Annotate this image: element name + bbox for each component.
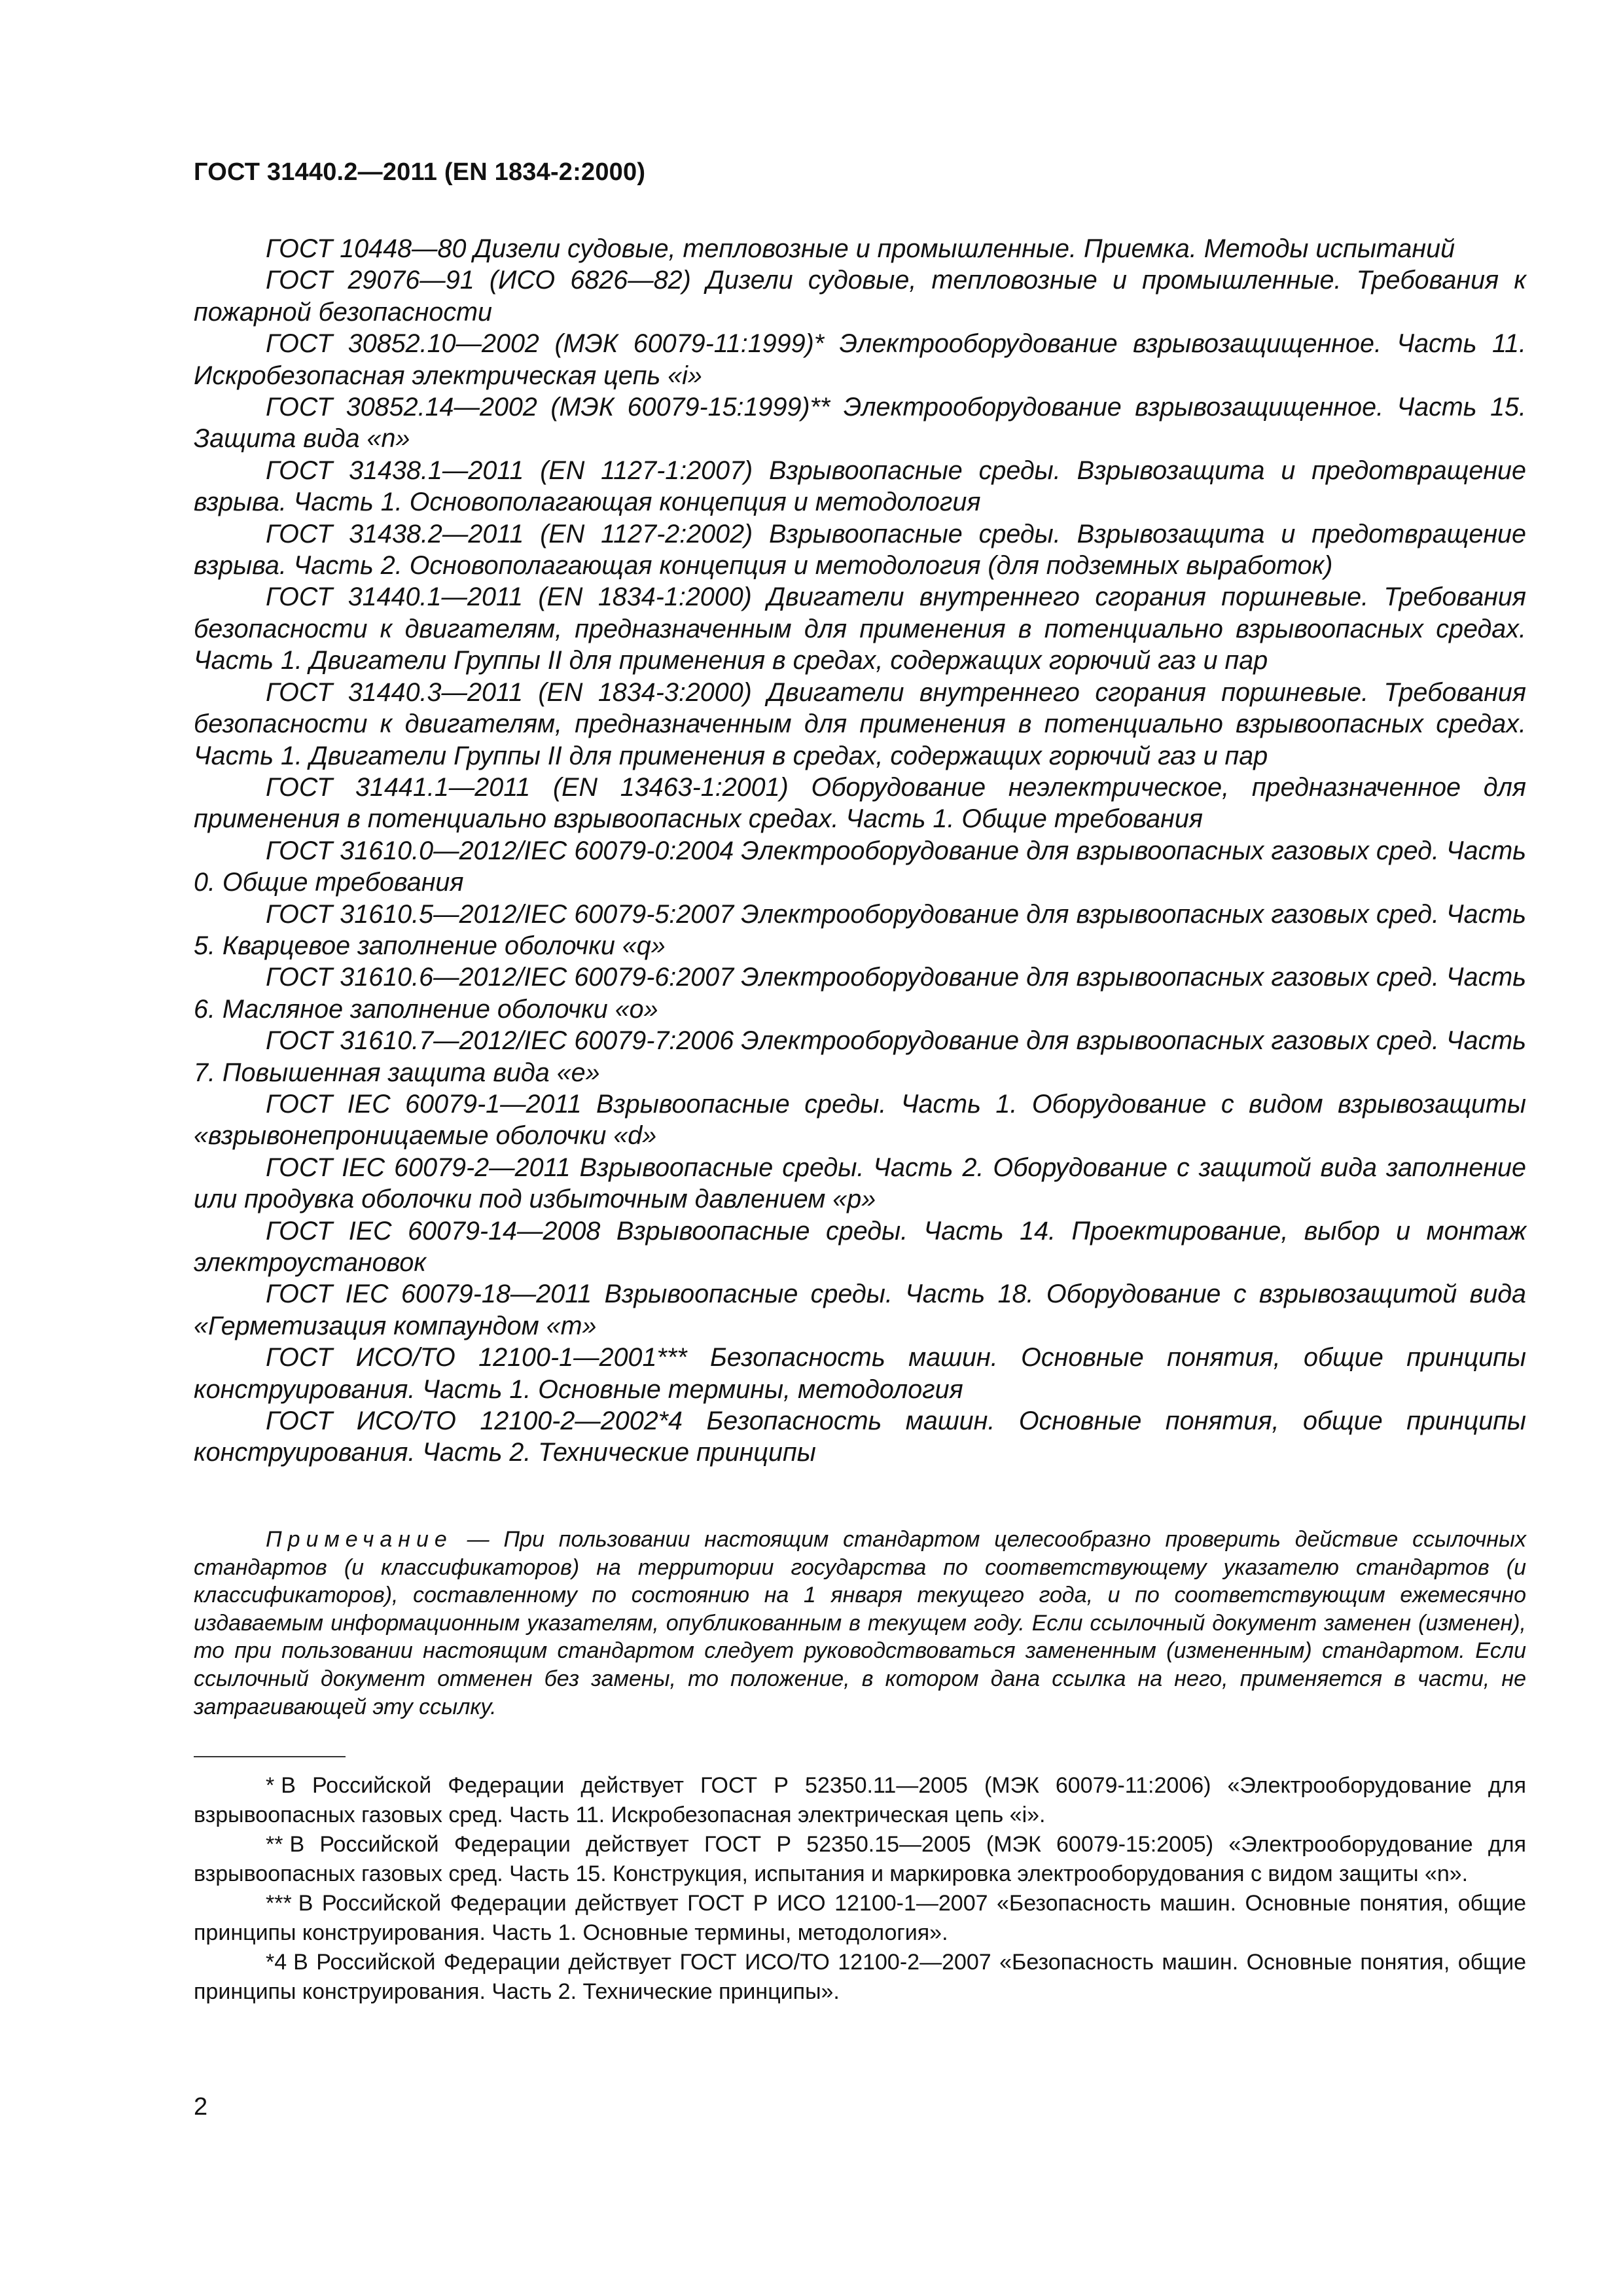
note-paragraph bbox=[194, 1526, 1526, 1721]
reference-item: ГОСТ 31610.5—2012/IEC 60079-5:2007 Электрооборудование для взрывоопасных газовых сред. Часть 5. Кварцевое заполнение оболочки «q» bbox=[194, 899, 1526, 960]
note-label: Примечание bbox=[266, 1527, 453, 1552]
footnote-item bbox=[194, 1830, 1526, 1889]
reference-item: ГОСТ 31438.2—2011 (EN 1127-2:2002) Взрывоопасные среды. Взрывозащита и предотвращение взрыва. Часть 2. Основополагающая концепция и методология (для подземных выработок) bbox=[194, 519, 1526, 581]
reference-item: ГОСТ IEC 60079-2—2011 Взрывоопасные среды. Часть 2. Оборудование с защитой вида заполнение или продувка оболочки под избыточным давлением «р» bbox=[194, 1153, 1526, 1214]
reference-item: ГОСТ 29076—91 (ИСО 6826—82) Дизели судовые, тепловозные и промышленные. Требования к пожарной безопасности bbox=[194, 266, 1526, 327]
reference-item: ГОСТ IEC 60079-14—2008 Взрывоопасные среды. Часть 14. Проектирование, выбор и монтаж электроустановок bbox=[194, 1216, 1526, 1277]
reference-item: ГОСТ IEC 60079-18—2011 Взрывоопасные среды. Часть 18. Оборудование с взрывозащитой вида «Герметизация компаундом «m» bbox=[194, 1280, 1526, 1340]
footnote-item bbox=[194, 1948, 1526, 2007]
normative-references-list bbox=[194, 233, 1526, 1469]
reference-item: ГОСТ 31440.1—2011 (EN 1834-1:2000) Двигатели внутреннего сгорания поршневые. Требования безопасности к двигателям, предназначенным для применения в потенциально взрывоопасных средах. Часть 1. Двигатели Группы II для применения в средах, содержащих горючий газ и пар bbox=[194, 583, 1526, 675]
footnote-text: В Российской Федерации действует ГОСТ Р 52350.11—2005 (МЭК 60079-11:2006) «Электрооборудование для взрывоопасных газовых сред. Часть 11. Искробезопасная электрическая цепь «i». bbox=[194, 1773, 1526, 1827]
footnote-marker: * bbox=[266, 1773, 275, 1798]
reference-item: ГОСТ 10448—80 Дизели судовые, тепловозные и промышленные. Приемка. Методы испытаний bbox=[266, 234, 1455, 263]
footnote-item bbox=[194, 1771, 1526, 1830]
reference-item: ГОСТ 31610.6—2012/IEC 60079-6:2007 Электрооборудование для взрывоопасных газовых сред. Часть 6. Масляное заполнение оболочки «о» bbox=[194, 963, 1526, 1024]
footnote-text: В Российской Федерации действует ГОСТ Р 52350.15—2005 (МЭК 60079-15:2005) «Электрооборудование для взрывоопасных газовых сред. Часть 15. Конструкция, испытания и маркировка электрооборудования с видом защиты «n». bbox=[194, 1832, 1526, 1886]
footnote-divider bbox=[194, 1756, 346, 1757]
reference-item: ГОСТ IEC 60079-1—2011 Взрывоопасные среды. Часть 1. Оборудование с видом взрывозащиты «взрывонепроницаемые оболочки «d» bbox=[194, 1089, 1526, 1151]
footnote-marker: ** bbox=[266, 1832, 283, 1857]
document-header: ГОСТ 31440.2—2011 (EN 1834-2:2000) bbox=[194, 158, 646, 186]
reference-item: ГОСТ 30852.14—2002 (МЭК 60079-15:1999)** Электрооборудование взрывозащищенное. Часть 15. Защита вида «n» bbox=[194, 393, 1526, 454]
footnotes-list bbox=[194, 1771, 1526, 2007]
reference-item: ГОСТ 31440.3—2011 (EN 1834-3:2000) Двигатели внутреннего сгорания поршневые. Требования безопасности к двигателям, предназначенным для применения в потенциально взрывоопасных средах. Часть 1. Двигатели Группы II для применения в средах, содержащих горючий газ и пар bbox=[194, 677, 1526, 770]
footnote-text: В Российской Федерации действует ГОСТ ИСО/ТО 12100-2—2007 «Безопасность машин. Основные понятия, общие принципы конструирования. Часть 2. Технические принципы». bbox=[194, 1950, 1526, 2004]
reference-item: ГОСТ 31441.1—2011 (EN 13463-1:2001) Оборудование неэлектрическое, предназначенное для применения в потенциально взрывоопасных средах. Часть 1. Общие требования bbox=[194, 772, 1526, 834]
note-text: При пользовании настоящим стандартом целесообразно проверить действие ссылочных стандартов (и классификаторов) на территории государства по соответствующему указателю стандартов (и классификаторов), составленному по состоянию на 1 января текущего года, и по соответствующим ежемесячно издаваемым информационным указателям, опубликованным в текущем году. Если ссылочный документ заменен (изменен), то при пользовании настоящим стандартом следует руководствоваться замененным (измененным) стандартом. Если ссылочный документ отменен без замены, то положение, в котором дана ссылка на него, применяется в части, не затрагивающей эту ссылку. bbox=[194, 1527, 1526, 1719]
reference-item: ГОСТ ИСО/ТО 12100-2—2002*4 Безопасность машин. Основные понятия, общие принципы конструирования. Часть 2. Технические принципы bbox=[194, 1407, 1526, 1467]
reference-item: ГОСТ 30852.10—2002 (МЭК 60079-11:1999)* Электрооборудование взрывозащищенное. Часть 11. Искробезопасная электрическая цепь «i» bbox=[194, 329, 1526, 390]
footnote-marker: *** bbox=[266, 1891, 292, 1916]
reference-item: ГОСТ 31438.1—2011 (EN 1127-1:2007) Взрывоопасные среды. Взрывозащита и предотвращение взрыва. Часть 1. Основополагающая концепция и методология bbox=[194, 456, 1526, 517]
footnote-item bbox=[194, 1889, 1526, 1948]
note-dash: — bbox=[452, 1527, 504, 1552]
footnote-marker: *4 bbox=[266, 1950, 287, 1975]
page-number: 2 bbox=[194, 2093, 208, 2121]
reference-item: ГОСТ 31610.0—2012/IEC 60079-0:2004 Электрооборудование для взрывоопасных газовых сред. Часть 0. Общие требования bbox=[194, 836, 1526, 897]
reference-item: ГОСТ ИСО/ТО 12100-1—2001*** Безопасность машин. Основные понятия, общие принципы конструирования. Часть 1. Основные термины, методология bbox=[194, 1343, 1526, 1404]
footnote-text: В Российской Федерации действует ГОСТ Р ИСО 12100-1—2007 «Безопасность машин. Основные понятия, общие принципы конструирования. Часть 1. Основные термины, методология». bbox=[194, 1891, 1526, 1945]
reference-item: ГОСТ 31610.7—2012/IEC 60079-7:2006 Электрооборудование для взрывоопасных газовых сред. Часть 7. Повышенная защита вида «е» bbox=[194, 1026, 1526, 1087]
